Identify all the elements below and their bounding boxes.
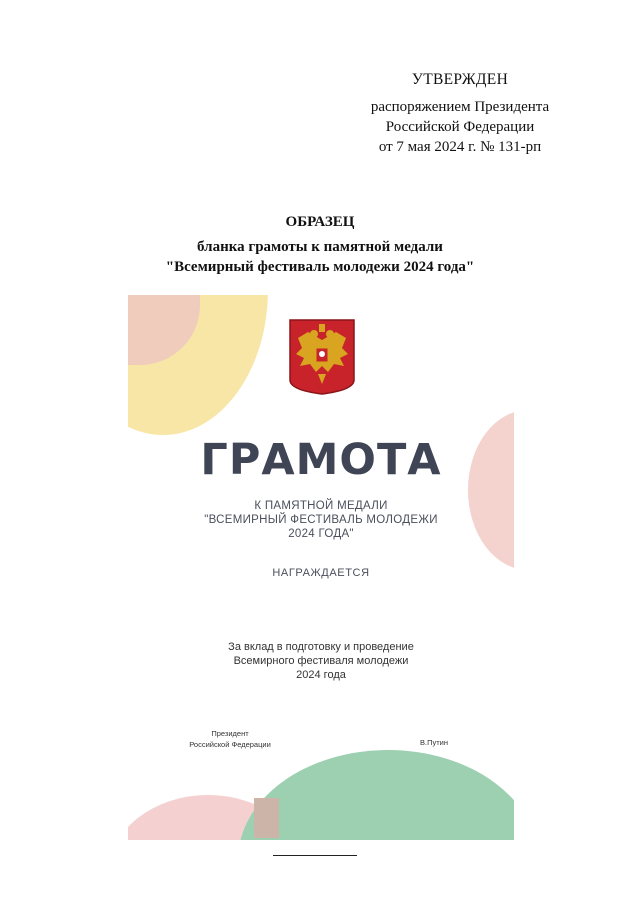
approval-block — [340, 70, 580, 157]
signer-position-line-1: Президент — [211, 729, 249, 738]
certificate-form — [128, 295, 514, 840]
certificate-subtitle — [158, 499, 484, 541]
document-heading — [60, 212, 580, 277]
contribution-text — [168, 640, 474, 682]
approval-line-1: распоряжением Президента — [370, 99, 550, 115]
contribution-line-2: Всемирного фестиваля молодежи — [233, 655, 409, 667]
decor-pink-side-shape — [468, 410, 514, 570]
approval-line-2: Российской Федерации — [385, 119, 535, 135]
awarded-label: НАГРАЖДАЕТСЯ — [272, 567, 370, 579]
subtitle-line-2: "ВСЕМИРНЫЙ ФЕСТИВАЛЬ МОЛОДЕЖИ — [204, 514, 438, 526]
footer-divider — [273, 855, 357, 856]
approval-line-3: от 7 мая 2024 г. № 131-рп — [378, 139, 542, 155]
heading-line-2: "Всемирный фестиваль молодежи 2024 года" — [165, 259, 475, 275]
contribution-line-3: 2024 года — [296, 669, 346, 681]
signer-name: В.Путин — [420, 738, 448, 747]
signer-position — [170, 728, 290, 750]
heading-main: ОБРАЗЕЦ — [285, 214, 355, 230]
approval-title: УТВЕРЖДЕН — [411, 71, 509, 88]
certificate-title: ГРАМОТА — [200, 435, 442, 485]
subtitle-line-3: 2024 ГОДА" — [288, 528, 354, 540]
decor-green-shape — [238, 750, 514, 840]
signer-position-line-2: Российской Федерации — [189, 740, 271, 749]
russian-coat-of-arms-icon — [288, 318, 356, 396]
decor-overlap-shape — [254, 798, 279, 838]
heading-line-1: бланка грамоты к памятной медали — [197, 239, 443, 255]
contribution-line-1: За вклад в подготовку и проведение — [228, 641, 414, 653]
subtitle-line-1: К ПАМЯТНОЙ МЕДАЛИ — [254, 500, 388, 512]
